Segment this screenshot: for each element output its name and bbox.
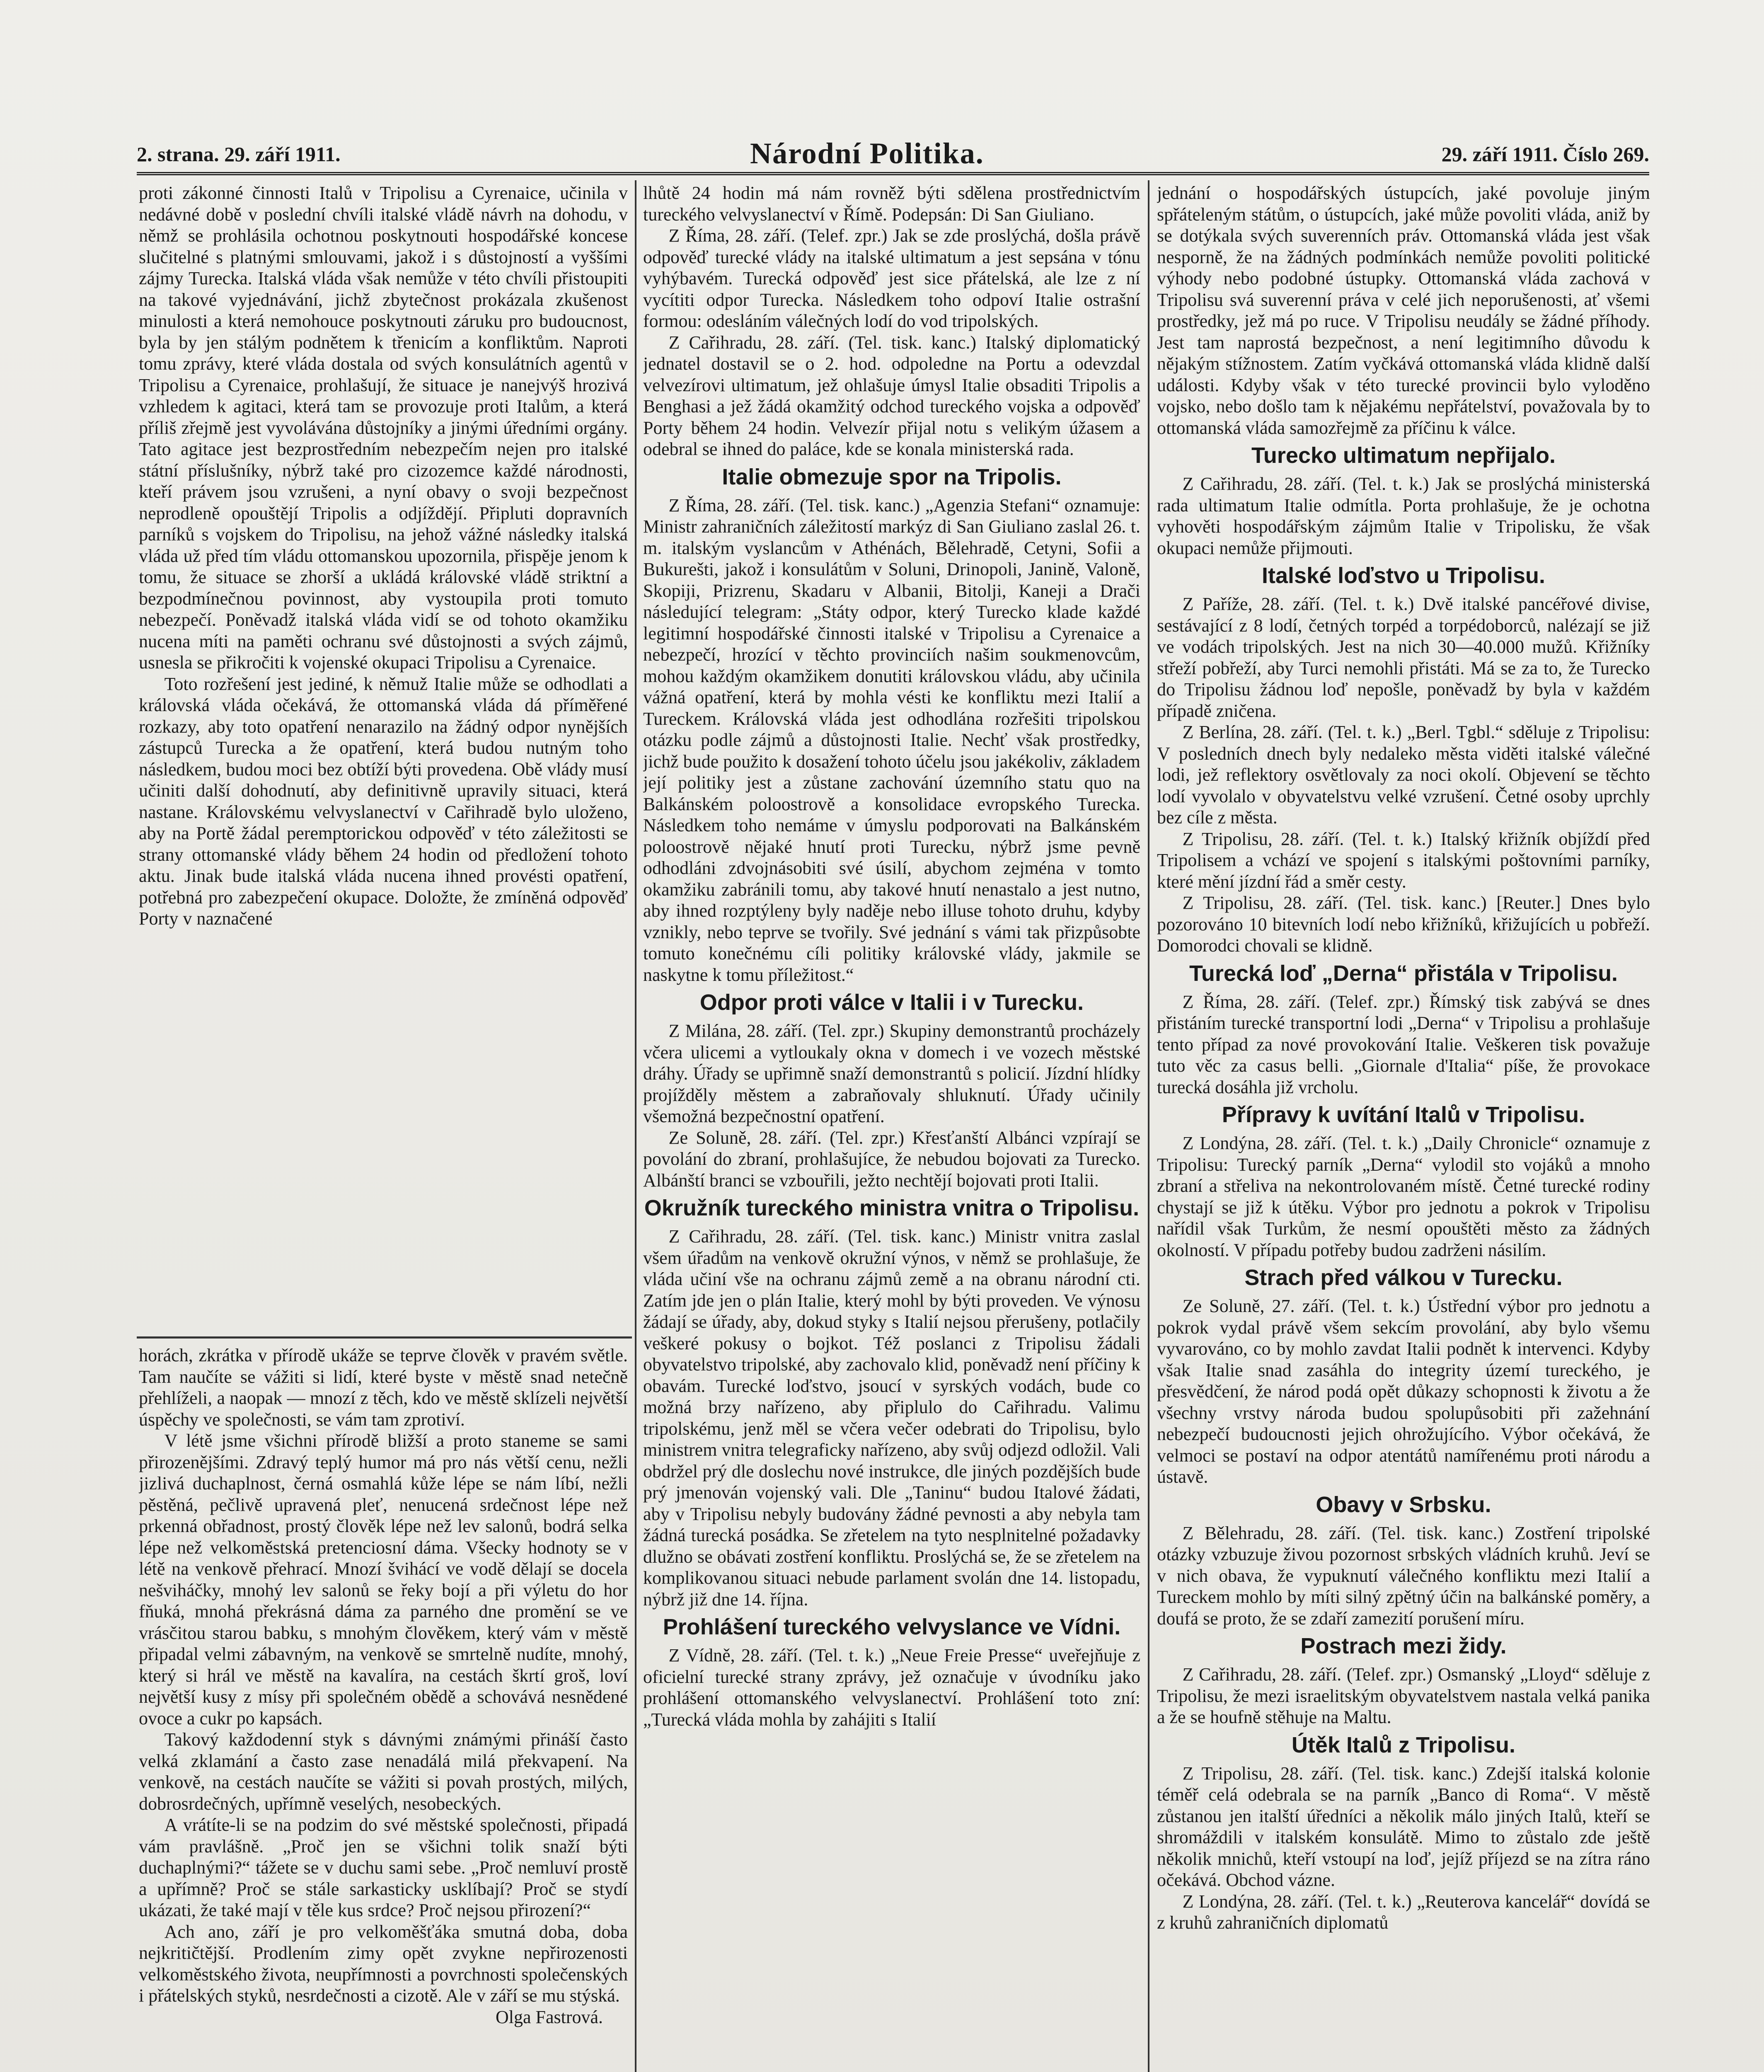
article-paragraph: Z Bělehradu, 28. září. (Tel. tisk. kanc.) Zostření tripolské otázky vzbuzuje živou pozornost srbských vládních kruhů. Jeví se v nich obava, že vypuknutí válečného konfliktu mezi Italií a Tureckem mohlo by míti silný zpětný účin na balkánské poměry, a doufá se proto, že se zdaří zamezití porušení míru. [1157, 1523, 1650, 1629]
article-paragraph: Z Tripolisu, 28. září. (Tel. tisk. kanc.) Zdejší italská kolonie téměř celá odebrala se na parník „Banco di Roma“. V městě zůstanou jen italští úředníci a několik málo jiných Italů, kteří se shromáždili v italském konsulátě. Mimo to zůstalo zde ještě několik mnichů, kteří vstoupí na loď, jejíž příjezd se na zítra ráno očekává. Obchod vázne. [1157, 1763, 1650, 1890]
article-paragraph: Z Cařihradu, 28. září. (Tel. tisk. kanc.) Italský diplomatický jednatel dostavil se o 2. hod. odpoledne na Portu a odevzdal velvezírovi ultimatum, jež ohlašuje úmysl Italie obsaditi Tripolis a Benghasi a jež žádá okamžitý odchod tureckého vojska a odpověď Porty během 24 hodin. Velvezír přijal notu s velikým úžasem a odebral se ihned do paláce, kde se konala ministerská rada. [643, 332, 1140, 459]
newspaper-title: Národní Politika. [750, 137, 984, 170]
article-headline: Okružník tureckého ministra vnitra o Tripolisu. [644, 1196, 1140, 1220]
header-issue-number: 29. září 1911. Číslo 269. [1441, 143, 1649, 166]
column-1-article [139, 182, 628, 1330]
article-paragraph: Z Paříže, 28. září. (Tel. t. k.) Dvě italské pancéřové divise, sestávající z 8 lodí, četných torpéd a torpédoborců, nalézají se již ve vodách tripolských. Jest na nich 30—40.000 mužů. Křižníky střeží pobřeží, aby Turci nemohli přistáti. Má se za to, že Turecko do Tripolisu žádnou loď nepošle, poněvadž by byla v každém případě zničena. [1157, 594, 1650, 721]
feuilleton [139, 1345, 628, 2072]
column-rule-2 [1148, 180, 1149, 2072]
feuilleton-paragraph: horách, zkrátka v přírodě ukáže se teprve člověk v pravém světle. Tam naučíte se vážiti si lidí, které byste v městě snad netečně přehlíželi, a naopak — mnozí z těch, kdo ve městě sklízeli největší úspěchy ve společnosti, se vám tam zprotiví. [139, 1345, 628, 1430]
article-headline: Prohlášení tureckého velvyslance ve Vídni. [663, 1615, 1121, 1639]
feuilleton-paragraph: A vrátíte-li se na podzim do své městské společnosti, připadá vám pravlášně. „Proč jen se všichni tolik snaží býti duchaplnými?“ tážete se v duchu sami sebe. „Proč nemluví prostě a upřímně? Proč se stále sarkasticky usklíbají? Proč se stydí ukázati, že také mají v těle kus srdce? Proč nejsou přirození?“ [139, 1815, 628, 1920]
article-paragraph: Z Říma, 28. září. (Tel. tisk. kanc.) „Agenzia Stefani“ oznamuje: Ministr zahraničních záležitostí markýz di San Giuliano zaslal 26. t. m. italským vyslancům v Athénách, Bělehradě, Cetyni, Sofii a Bukurešti, jakož i konsulátům v Soluni, Drinopoli, Janině, Valoně, Skopiji, Prizrenu, Skadaru v Albanii, Bitolji, Kaneji a Drači následující telegram: „Státy odpor, který Turecko klade každé legitimní hospodářské činnosti italské v Tripolisu a Cyrenaice a nebezpečí, hrozící v těchto provinciích našim soukmenovcům, mohou každým okamžikem donutiti královskou vládu, aby učinila vážná opatření, která by mohla vésti ke konfliktu mezi Italií a Tureckem. Královská vláda jest odhodlána rozřešiti tripolskou otázku podle zájmů a důstojnosti Italie. Nechť však prostředky, jichž bude použito k dosažení tohoto účelu jsou jakékoliv, základem její politiky jest a zůstane zachování územního statu quo na Balkánském poloostrově a konsolidace evropského Turecka. Následkem toho nemáme v úmyslu podporovati na Balkánském poloostrově nějaké hnutí proti Turecku, nýbrž jsme pevně odhodláni zdvojnásobiti své úsilí, abychom zejména v tomto okamžiku zabránili tomu, aby takové hnutí nenastalo a jest nutno, aby ihned rozptýleny byly naděje nebo illuse tohoto druhu, kdyby vznikly, nebo teprve se tvořily. Své jednání s vámi tak přizpůsobte tomuto konečnému cíli politiky královské vlády, jakmile se naskytne k tomu příležitost.“ [643, 495, 1140, 985]
column-3-articles [1157, 182, 1650, 2072]
article-paragraph: Z Londýna, 28. září. (Tel. t. k.) „Daily Chronicle“ oznamuje z Tripolisu: Turecký parník „Derna“ vylodil sto vojáků a mnoho zbraní a střeliva na nekontrolovaném místě. Četné turecké rodiny chystají se již k útěku. Výbor pro jednotu a pokrok v Tripolisu nařídil však Turkům, že nesmí opouštěti město za žádných okolností. V případu potřeby budou zadrženi násilím. [1157, 1133, 1650, 1260]
column-2-articles [643, 182, 1140, 2072]
column-rule-1 [635, 180, 636, 2072]
header-page-date: 2. strana. 29. září 1911. [137, 143, 341, 166]
article-headline: Odpor proti válce v Italii i v Turecku. [699, 990, 1084, 1015]
article-headline: Přípravy k uvítání Italů v Tripolisu. [1222, 1102, 1585, 1127]
feuilleton-paragraph: Ach ano, září je pro velkoměšťáka smutná doba, doba nejkritičtější. Prodlením zimy opět zvykne nepřirozenosti velkoměstského života, neupřímnosti a povrchnosti společenských i přátelských styků, nesrdečnosti a cizotě. Ale v září se mu stýská. [139, 1921, 628, 2006]
article-headline: Turecko ultimatum nepřijalo. [1251, 443, 1556, 468]
feuilleton-separator [137, 1336, 632, 1339]
article-headline: Útěk Italů z Tripolisu. [1291, 1732, 1516, 1757]
article-paragraph: Z Milána, 28. září. (Tel. zpr.) Skupiny demonstrantů procházely včera ulicemi a vytloukaly okna v domech i ve vozech městské dráhy. Úřady se upřimně snaží demonstrantů s policií. Jízdní hlídky projížděly městem a zabraňovaly shluknutí. Úřady učinily všemožná bezpečnostní opatření. [643, 1021, 1140, 1126]
article-paragraph: lhůtě 24 hodin má nám rovněž býti sdělena prostřednictvím tureckého velvyslanectví v Římě. Podepsán: Di San Giuliano. [643, 183, 1140, 225]
feuilleton-paragraph: Takový každodenní styk s dávnými známými přináší často velká zklamání a často zase nenadálá milá překvapení. Na venkově, na cestách naučíte se vážiti si povah prostých, milých, dobrosrdečných, upřímně veselých, nesobeckých. [139, 1729, 628, 1814]
article-paragraph: Z Cařihradu, 28. září. (Telef. zpr.) Osmanský „Lloyd“ sděluje z Tripolisu, že mezi israelitským obyvatelstvem nastala velká panika a že se houfně stěhuje na Maltu. [1157, 1664, 1650, 1727]
feuilleton-signature: Olga Fastrová. [495, 2007, 603, 2027]
page-header [137, 139, 1649, 175]
article-paragraph: Z Vídně, 28. září. (Tel. t. k.) „Neue Freie Presse“ uveřejňuje z oficielní turecké strany zprávy, jež označuje v úvodníku jako prohlášení ottomanského velvyslanectví. Prohlášení toto zní: „Turecká vláda mohla by zahájiti s Italií [643, 1645, 1140, 1730]
article-paragraph: Z Tripolisu, 28. září. (Tel. tisk. kanc.) [Reuter.] Dnes bylo pozorováno 10 bitevních lodí nebo křižníků, křižujících u pobřeží. Domorodci chovali se klidně. [1157, 893, 1650, 956]
article-headline: Italské loďstvo u Tripolisu. [1262, 563, 1545, 588]
article-paragraph: jednání o hospodářských ústupcích, jaké povoluje jiným spřáteleným státům, o ústupcích, jaké může povoliti vláda, aniž by se dotýkala svých suverenních práv. Ottomanská vláda jest však nesporně, že na žádných podmínkách nemůže povoliti politické výhody nebo podobné ústupky. Ottomanská vláda zachová v Tripolisu svá suverenní práva v celé jich neporušenosti, ať všemi prostředky, jež má po ruce. V Tripolisu neudály se žádné příhody. Jest tam naprostá bezpečnost, a není legitimního důvodu k nějakým stížnostem. Zatím vyčkává ottomanská vláda klidně další události. Kdyby však v této turecké provincii bylo vyloděno vojsko, nebo došlo tam k nějakému nepřátelství, považovala by to ottomanská vláda samozřejmě za příčinu k válce. [1157, 183, 1650, 438]
article-headline: Obavy v Srbsku. [1316, 1492, 1491, 1517]
article-paragraph: Z Říma, 28. září. (Telef. zpr.) Římský tisk zabývá se dnes přistáním turecké transportní lodi „Derna“ v Tripolisu a prohlašuje tento případ za nové provokování Italie. Veškeren tisk považuje tuto věc za casus belli. „Giornale d'Italia“ píše, že provokace turecká dosáhla již vrcholu. [1157, 991, 1650, 1097]
feuilleton-paragraph: V létě jsme všichni přírodě bližší a proto staneme se sami přirozenějšími. Zdravý teplý humor má pro nás větší cenu, nežli jizlivá duchaplnost, černá osmahlá kůže lépe se nám líbí, nežli pěstěná, pečlivě upravená pleť, nenucená srdečnost lépe než prkenná obřadnost, prostý člověk lépe než lev salonů, bodrá selka lépe než velkoměstská pretenciosní dáma. Všecky hodnoty se v létě na venkově přehrací. Mnozí švihácí ve vodě dělají se docela nešviháčky, mnohý lev salonů se řeky bojí a při výletu do hor fňuká, mnohá překrásná dáma za parného dne promění se ve vrásčitou starou babku, s mnohým člověkem, který vám v městě připadal velmi zábavným, na venkově se smrtelně nudíte, mnohý, který si hrál ve městě na kavalíra, na cestách škrtí groš, loví největší kusy z mísy při společném obědě a schovává nesnědené ovoce a cukr po kapsách. [139, 1431, 628, 1728]
article-paragraph: Z Říma, 28. září. (Telef. zpr.) Jak se zde proslýchá, došla právě odpověď turecké vlády na italské ultimatum a jest sepsána v tónu vyhýbavém. Turecká odpověď jest sice přátelská, ale lze z ní vycítiti odpor Turecka. Následkem toho odpoví Italie ostrašní formou: odesláním válečných lodí do vod tripolských. [643, 225, 1140, 331]
article-paragraph: Ze Soluně, 27. září. (Tel. t. k.) Ústřední výbor pro jednotu a pokrok vydal právě všem sekcím provolání, aby bylo všemu vyvarováno, co by mohlo zavdat Italii podnět k intervenci. Kdyby však Italie snad zasáhla do integrity území tureckého, je přesvědčení, že národ podá opět důkazy schopnosti k životu a že všechny vrstvy národa budou spolupůsobiti při zažehnání nebezpečí budoucnosti jejich ohrožujícího. Výbor očekává, že velmoci se postaví na odpor atentátů namířenému proti národu a ústavě. [1157, 1296, 1650, 1487]
article-headline: Strach před válkou v Turecku. [1244, 1265, 1563, 1290]
article-paragraph: proti zákonné činnosti Italů v Tripolisu a Cyrenaice, učinila v nedávné době v poslední chvíli italské vládě návrh na dohodu, v němž se prohlásila ochotnou poskytnouti hospodářské koncese slučitelné s platnými smlouvami, jakož i s důstojností a vyššími zájmy Turecka. Italská vláda však nemůže v této chvíli přistoupiti na takové vyjednávání, jichž zbytečnost prokázala zkušenost minulosti a která nemohouce poskytnouti záruku pro budoucnost, byla by jen stálým podnětem k třenicím a konfliktům. Naproti tomu zprávy, které vláda dostala od svých konsulátních agentů v Tripolisu a Cyrenaice, prohlašují, že situace je nanejvýš hrozivá vzhledem k agitaci, která tam se provozuje proti Italům, a která příliš zřejmě jest vyvolávána důstojníky a jinými úředními orgány. Tato agitace jest bezprostředním nebezpečím nejen pro italské státní příslušníky, nýbrž také pro cizozemce každé národnosti, kteří právem jsou vzrušeni, a nyní obavy o svoji bezpečnost neprodleně opouštějí Tripolis a odjíždějí. Připluti dopravních parníků s vojskem do Tripolisu, na jehož vážné následky italská vláda už před tím vládu ottomanskou upozornila, přispěje jenom k tomu, že situace se zhorší a ukládá královské vládě striktní a bezpodmínečnou povinnost, aby vystoupila proti tomuto nebezpečí. Poněvadž italská vláda vidí se od tohoto okamžiku nucena míti na paměti ochranu své důstojnosti a svých zájmů, usnesla se přikročiti k vojenské okupaci Tripolisu a Cyrenaice. [139, 183, 628, 673]
article-paragraph: Z Cařihradu, 28. září. (Tel. tisk. kanc.) Ministr vnitra zaslal všem úřadům na venkově okružní výnos, v němž se prohlašuje, že vláda učiní vše na ochranu zájmů země a na obranu národní cti. Zatím jde jen o plán Italie, který mohl by býti proveden. Ve výnosu žádají se úřady, aby, dokud styky s Italií nejsou přerušeny, potlačily veškeré pokusy o bojkot. Též poslanci z Tripolisu žádali obyvatelstvo tripolské, aby zachovalo klid, poněvadž není příčiny k obavám. Turecké loďstvo, jsoucí v syrských vodách, bude co možná brzy nařízeno, aby připlulo do Cařihradu. Valimu tripolskému, jenž měl se včera večer odebrati do Tripolisu, bylo ministrem vnitra telegraficky nařízeno, aby svůj odjezd odložil. Vali obdržel prý dle doslechu nové instrukce, dle jiných pozdějších bude prý jmenován vojenský vali. Dle „Taninu“ budou Italové žádati, aby v Tripolisu nebyly budovány žádné pevnosti a aby nebyla tam žádná turecká posádka. Se zřetelem na tyto nesplnitelné požadavky dlužno se obávati zostření konfliktu. Proslýchá se, že se zřetelem na komplikovanou situaci nebude parlament svolán dne 14. listopadu, nýbrž již dne 14. října. [643, 1226, 1140, 1610]
article-paragraph: Toto rozřešení jest jediné, k němuž Italie může se odhodlati a královská vláda očekává, že ottomanská vláda dá příměřené rozkazy, aby toto opatření nenarazilo na žádný odpor nynějších zástupců Turecka a že opatření, která budou nutným toho následkem, budou moci bez obtíží býti provedena. Obě vlády musí učiniti další dohodnutí, aby definitivně upravily situaci, která nastane. Královskému velvyslanectví v Cařihradě bylo uloženo, aby na Portě žádal peremptorickou odpověď v této záležitosti se strany ottomanské vlády během 24 hodin od předložení tohoto aktu. Jinak bude italská vláda nucena ihned provésti opatření, potřebná pro zabezpečení okupace. Doložte, že zmíněná odpověď Porty v naznačené [139, 673, 628, 929]
article-headline: Italie obmezuje spor na Tripolis. [722, 464, 1062, 489]
article-paragraph: Z Tripolisu, 28. září. (Tel. t. k.) Italský křižník objíždí před Tripolisem a vchází ve spojení s italskými poštovními parníky, které mění jízdní řád a směr cesty. [1157, 828, 1650, 892]
article-paragraph: Z Berlína, 28. září. (Tel. t. k.) „Berl. Tgbl.“ sděluje z Tripolisu: V posledních dnech byly nedaleko města viděti italské válečné lodi, jež reflektory osvětlovaly za noci okolí. Objevení se těchto lodí vyvolalo v obyvatelstvu velké vzrušení. Četné osoby uprchly bez cíle z města. [1157, 722, 1650, 828]
article-paragraph: Ze Soluně, 28. září. (Tel. zpr.) Křesťanští Albánci vzpírají se povolání do zbraní, prohlašujíce, že nebudou bojovati za Turecko. Albánští branci se vzbouřili, ježto nechtějí bojovati proti Italii. [643, 1127, 1140, 1191]
article-headline: Turecká loď „Derna“ přistála v Tripolisu. [1189, 961, 1618, 986]
article-headline: Postrach mezi židy. [1300, 1634, 1507, 1658]
article-paragraph: Z Cařihradu, 28. září. (Tel. t. k.) Jak se proslýchá ministerská rada ultimatum Italie odmítla. Porta prohlašuje, že je ochotna vyhověti hospodářským zájmům Italie v Tripolisku, že však okupaci nemůže přijmouti. [1157, 474, 1650, 558]
article-paragraph: Z Londýna, 28. září. (Tel. t. k.) „Reuterova kancelář“ dovídá se z kruhů zahraničních diplomatů [1157, 1891, 1650, 1933]
